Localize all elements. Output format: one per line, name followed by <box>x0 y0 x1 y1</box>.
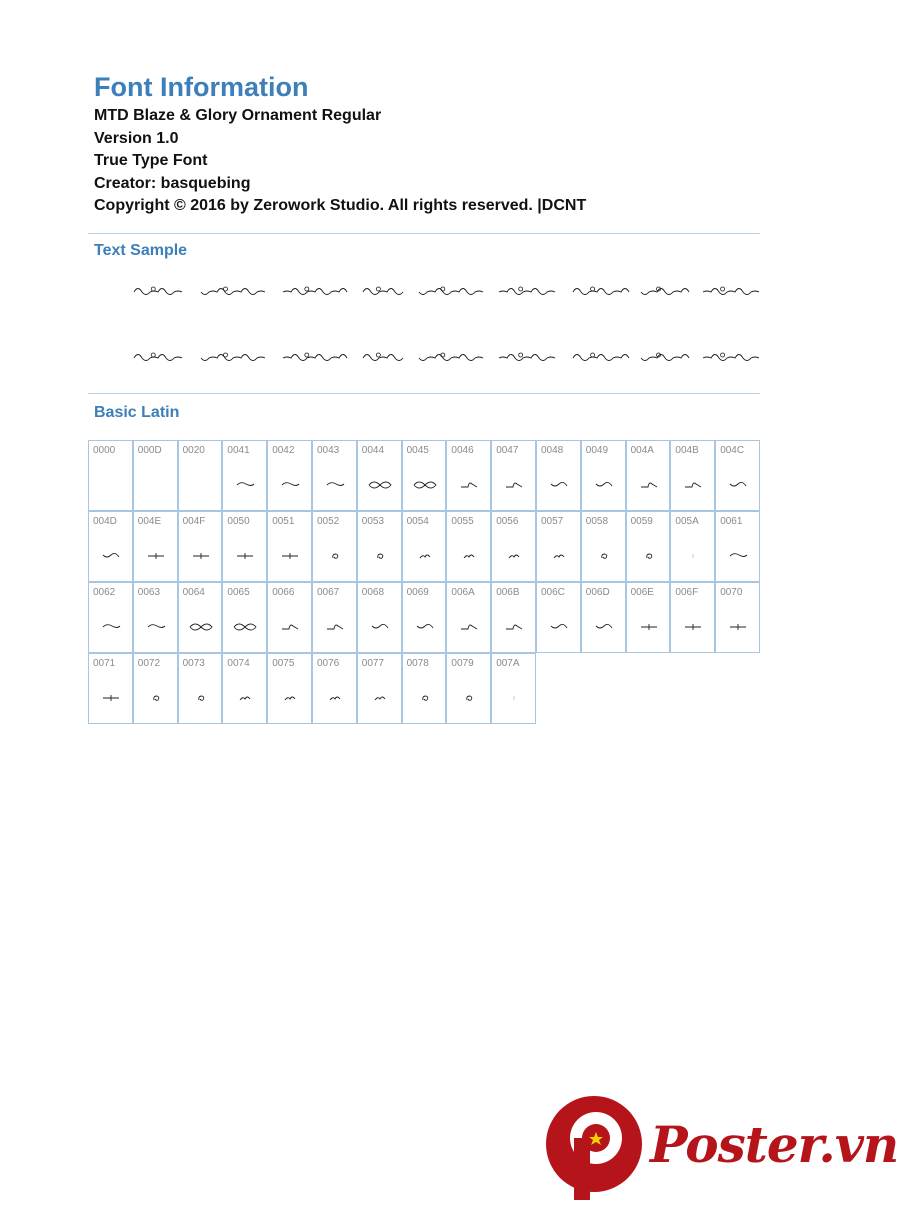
glyph-dash-icon <box>671 617 715 637</box>
text-sample-line-2 <box>132 342 757 372</box>
glyph-code: 000D <box>137 445 162 456</box>
glyph-curl-icon <box>447 475 491 495</box>
glyph-code: 0061 <box>720 516 743 527</box>
glyph-code: 0041 <box>227 445 250 456</box>
glyph-sprig-icon <box>358 688 402 708</box>
glyph-cell <box>88 440 133 511</box>
glyph-curl-icon <box>627 475 671 495</box>
glyph-code: 0070 <box>720 587 743 598</box>
glyph-code: 004B <box>675 445 699 456</box>
glyph-flourish-icon <box>313 475 357 495</box>
glyph-code: 004F <box>182 516 206 527</box>
glyph-curl-icon <box>313 617 357 637</box>
glyph-cell <box>312 582 357 653</box>
glyph-code: 0079 <box>451 658 474 669</box>
glyph-code: 0051 <box>272 516 295 527</box>
glyph-code: 0063 <box>137 587 161 598</box>
glyph-cell <box>133 440 178 511</box>
glyph-cell <box>491 440 536 511</box>
glyph-swash-icon <box>89 546 133 566</box>
glyph-code: 0042 <box>272 445 295 456</box>
glyph-dash-icon <box>716 617 760 637</box>
glyph-code: 0050 <box>227 516 250 527</box>
glyph-swash-icon <box>358 617 402 637</box>
glyph-sprig-icon <box>447 546 491 566</box>
glyph-code: 005A <box>675 516 699 527</box>
glyph-dash-icon <box>223 546 267 566</box>
glyph-sprig-icon <box>403 546 447 566</box>
glyph-cell <box>312 653 357 724</box>
glyph-swash-icon <box>582 475 626 495</box>
glyph-swash-icon <box>582 617 626 637</box>
glyph-dash-icon <box>134 546 178 566</box>
glyph-cell <box>222 440 267 511</box>
glyph-code: 006B <box>496 587 520 598</box>
glyph-cell <box>222 653 267 724</box>
glyph-sprig-icon <box>268 688 312 708</box>
glyph-cell <box>626 511 671 582</box>
glyph-cell <box>178 440 223 511</box>
glyph-code: 0056 <box>496 516 519 527</box>
glyph-cell <box>491 511 536 582</box>
glyph-code: 0062 <box>93 587 116 598</box>
glyph-sprig-icon <box>313 688 357 708</box>
glyph-code: 006D <box>585 587 610 598</box>
glyph-dash-icon <box>268 546 312 566</box>
glyph-cell <box>267 653 312 724</box>
glyph-code: 004C <box>720 445 745 456</box>
ornament-sample-glyphs <box>132 342 757 372</box>
glyph-flourish-icon <box>268 475 312 495</box>
text-sample-line-1 <box>132 276 757 306</box>
glyph-cell <box>267 511 312 582</box>
glyph-cell <box>133 653 178 724</box>
glyph-cell <box>357 653 402 724</box>
glyph-code: 006C <box>541 587 565 598</box>
glyph-cell <box>88 511 133 582</box>
glyph-spiral-icon <box>134 688 178 708</box>
glyph-code: 0057 <box>541 516 564 527</box>
glyph-cell <box>446 582 491 653</box>
glyph-cell <box>626 440 671 511</box>
glyph-spiral-icon <box>582 546 626 566</box>
glyph-code: 0069 <box>406 587 429 598</box>
glyph-spiral-icon <box>179 688 223 708</box>
glyph-cell <box>178 653 223 724</box>
glyph-code: 0054 <box>406 516 429 527</box>
glyph-loop-icon <box>179 617 223 637</box>
glyph-code: 006F <box>675 587 699 598</box>
glyph-code: 0045 <box>406 445 429 456</box>
glyph-cell <box>178 582 223 653</box>
glyph-curl-icon <box>447 617 491 637</box>
glyph-cell <box>536 582 581 653</box>
glyph-cell <box>491 653 536 724</box>
divider <box>88 393 760 394</box>
glyph-flourish-icon <box>223 475 267 495</box>
page-title: Font Information <box>94 72 309 102</box>
glyph-curl-icon <box>492 617 536 637</box>
glyph-cell <box>536 511 581 582</box>
glyph-cell <box>222 511 267 582</box>
glyph-sprig-icon <box>537 546 581 566</box>
glyph-cell <box>133 511 178 582</box>
glyph-code: 0043 <box>317 445 340 456</box>
glyph-code: 0059 <box>630 516 653 527</box>
glyph-code: 0065 <box>227 587 250 598</box>
glyph-code: 0076 <box>317 658 340 669</box>
glyph-code: 0047 <box>496 445 519 456</box>
glyph-cell <box>402 653 447 724</box>
glyph-code: 0074 <box>227 658 250 669</box>
text-sample-heading: Text Sample <box>94 242 188 259</box>
glyph-code: 0073 <box>182 658 205 669</box>
glyph-curl-icon <box>671 475 715 495</box>
glyph-code: 0078 <box>406 658 429 669</box>
glyph-cell <box>402 511 447 582</box>
glyph-cell <box>715 582 760 653</box>
glyph-curl-icon <box>268 617 312 637</box>
glyph-cell <box>312 440 357 511</box>
font-creator: Creator: basquebing <box>94 174 251 192</box>
glyph-code: 004E <box>137 516 162 527</box>
glyph-cell <box>402 582 447 653</box>
glyph-code: 004D <box>93 516 117 527</box>
glyph-code: 006E <box>630 587 654 598</box>
glyph-cell <box>581 511 626 582</box>
glyph-code: 0048 <box>541 445 564 456</box>
glyph-code: 0020 <box>182 445 205 456</box>
glyph-dash-icon <box>627 617 671 637</box>
glyph-code: 0077 <box>361 658 385 669</box>
glyph-cell <box>670 582 715 653</box>
glyph-code: 0066 <box>272 587 295 598</box>
glyph-cell <box>267 440 312 511</box>
glyph-code: 0000 <box>93 445 116 456</box>
font-version: Version 1.0 <box>94 129 179 147</box>
glyph-swash-icon <box>403 617 447 637</box>
glyph-tick-icon <box>671 546 715 566</box>
glyph-code: 0071 <box>93 658 116 669</box>
glyph-cell <box>357 440 402 511</box>
font-info-header <box>94 70 774 218</box>
glyph-cell <box>446 511 491 582</box>
glyph-swash-icon <box>537 475 581 495</box>
glyph-cell <box>402 440 447 511</box>
glyph-cell <box>133 582 178 653</box>
glyph-cell <box>715 440 760 511</box>
glyph-cell <box>670 440 715 511</box>
glyph-tick-icon <box>492 688 536 708</box>
glyph-cell <box>491 582 536 653</box>
glyph-code: 0072 <box>137 658 161 669</box>
glyph-code: 0068 <box>361 587 385 598</box>
glyph-cell <box>581 582 626 653</box>
glyph-code: 0067 <box>317 587 340 598</box>
glyph-flourish-icon <box>716 546 760 566</box>
glyph-dash-icon <box>89 688 133 708</box>
glyph-cell <box>357 582 402 653</box>
glyph-cell <box>446 440 491 511</box>
basic-latin-heading: Basic Latin <box>94 404 180 421</box>
glyph-code: 0055 <box>451 516 474 527</box>
font-copyright: Copyright © 2016 by Zerowork Studio. All rights reserved. |DCNT <box>94 197 587 215</box>
glyph-code: 0044 <box>361 445 385 456</box>
glyph-loop-icon <box>403 475 447 495</box>
glyph-sprig-icon <box>223 688 267 708</box>
glyph-code: 0046 <box>451 445 474 456</box>
glyph-cell <box>670 511 715 582</box>
glyph-spiral-icon <box>403 688 447 708</box>
glyph-cell <box>446 653 491 724</box>
glyph-cell <box>581 440 626 511</box>
glyph-flourish-icon <box>89 617 133 637</box>
glyph-swash-icon <box>716 475 760 495</box>
glyph-cell <box>626 582 671 653</box>
font-name: MTD Blaze & Glory Ornament Regular <box>94 107 382 124</box>
glyph-sprig-icon <box>492 546 536 566</box>
glyph-code: 0075 <box>272 658 295 669</box>
glyph-cell <box>88 653 133 724</box>
glyph-cell <box>312 511 357 582</box>
glyph-cell <box>715 511 760 582</box>
ornament-sample-glyphs <box>132 276 757 306</box>
glyph-code: 0064 <box>182 587 205 598</box>
glyph-curl-icon <box>492 475 536 495</box>
glyph-cell <box>536 440 581 511</box>
glyph-loop-icon <box>223 617 267 637</box>
glyph-spiral-icon <box>313 546 357 566</box>
font-type: True Type Font <box>94 152 208 170</box>
glyph-cell <box>178 511 223 582</box>
glyph-code: 0052 <box>317 516 340 527</box>
glyph-loop-icon <box>358 475 402 495</box>
divider <box>88 233 760 234</box>
glyph-spiral-icon <box>447 688 491 708</box>
glyph-flourish-icon <box>134 617 178 637</box>
glyph-spiral-icon <box>358 546 402 566</box>
glyph-cell <box>357 511 402 582</box>
glyph-cell <box>267 582 312 653</box>
glyph-code: 0058 <box>585 516 609 527</box>
glyph-cell <box>88 582 133 653</box>
glyph-dash-icon <box>179 546 223 566</box>
glyph-code: 0053 <box>361 516 385 527</box>
watermark-text: Poster.vn <box>650 1115 898 1174</box>
glyph-code: 006A <box>451 587 475 598</box>
glyph-spiral-icon <box>627 546 671 566</box>
glyph-cell <box>222 582 267 653</box>
glyph-code: 007A <box>496 658 520 669</box>
glyph-code: 004A <box>630 445 654 456</box>
glyph-swash-icon <box>537 617 581 637</box>
glyph-code: 0049 <box>585 445 609 456</box>
